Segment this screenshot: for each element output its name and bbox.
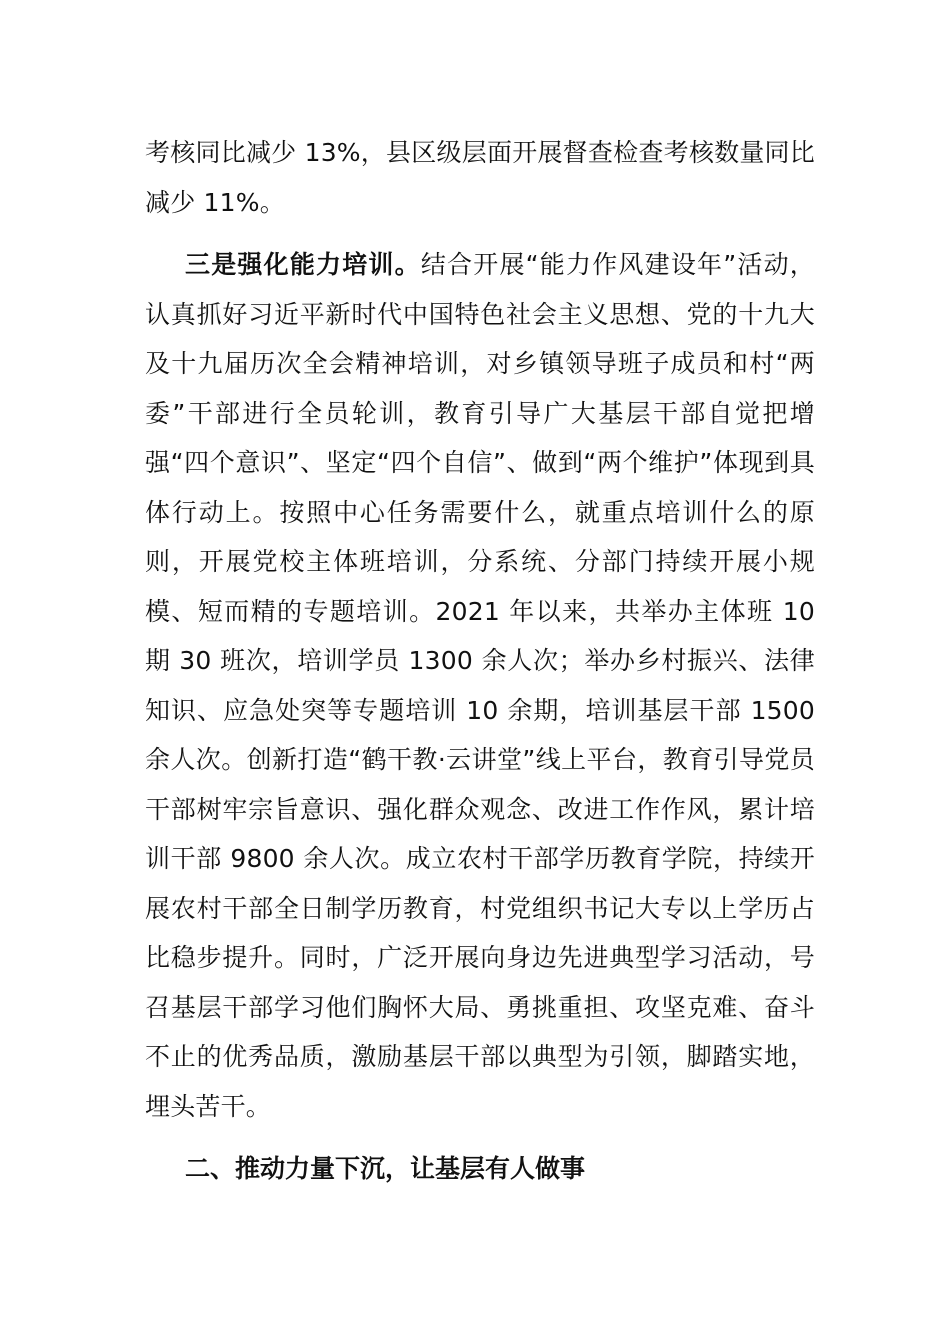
paragraph-gap [145,227,815,240]
paragraph-continuation: 考核同比减少 13%，县区级层面开展督查检查考核数量同比减少 11%。 [145,138,815,217]
section-heading: 二、推动力量下沉，让基层有人做事 [185,1154,586,1183]
paragraph-gap [145,1131,815,1144]
document-body [145,128,815,1194]
paragraph-body-text: 结合开展“能力作风建设年”活动，认真抓好习近平新时代中国特色社会主义思想、党的十九大及十九届历次全会精神培训，对乡镇领导班子成员和村“两委”干部进行全员轮训，教育引导广大基层干部自觉把增强“四个意识”、坚定“四个自信”、做到“两个维护”体现到具体行动上。按照中心任务需要什么，就重点培训什么的原则，开展党校主体班培训，分系统、分部门持续开展小规模、短而精的专题培训。2021 年以来，共举办主体班 10 期 30 班次，培训学员 1300 余人次；举办乡村振兴、法律知识、应急处突等专题培训 10 余期，培训基层干部 1500 余人次。创新打造“鹤干教·云讲堂”线上平台，教育引导党员干部树牢宗旨意识、强化群众观念、改进工作作风，累计培训干部 9800 余人次。成立农村干部学历教育学院，持续开展农村干部全日制学历教育，村党组织书记大专以上学历占比稳步提升。同时，广泛开展向身边先进典型学习活动，号召基层干部学习他们胸怀大局、勇挑重担、攻坚克难、奋斗不止的优秀品质，激励基层干部以典型为引领，脚踏实地，埋头苦干。 [145,250,815,1121]
paragraph-lead-heading: 三是强化能力培训。 [185,250,421,279]
paragraph-capability-training [145,240,815,1131]
